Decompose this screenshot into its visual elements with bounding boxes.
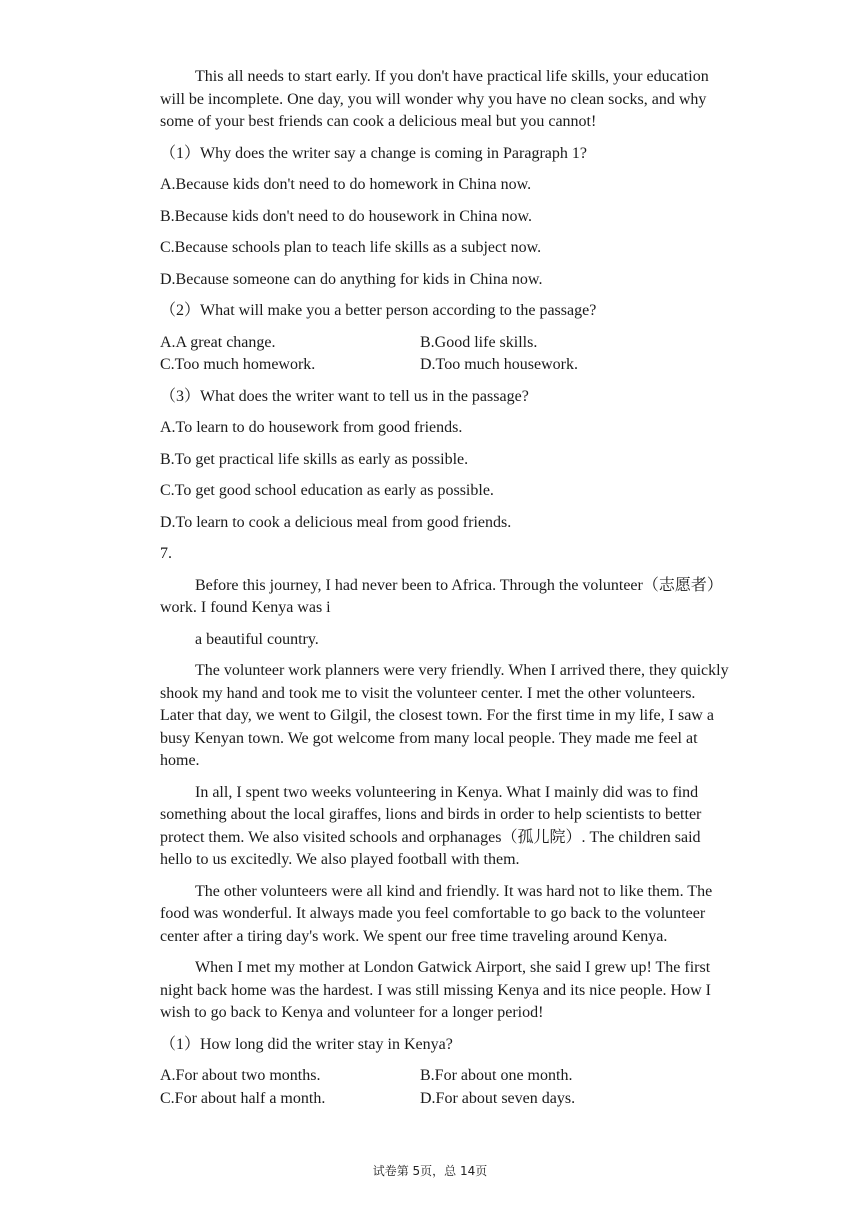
question-4-option-b: B.For about one month. xyxy=(420,1067,573,1084)
passage-paragraph-1: Before this journey, I had never been to Africa. Through the volunteer（志愿者）work. I found Kenya was i xyxy=(160,576,723,616)
paragraph-conclusion: This all needs to start early. If you don't have practical life skills, your education will be incomplete. One day, you will wonder why you have no clean socks, and why some of your best friends can cook a delicious meal but you cannot! xyxy=(160,68,709,130)
question-3-option-d: D.To learn to cook a delicious meal from good friends. xyxy=(160,513,512,531)
question-4-stem: （1）How long did the writer stay in Kenya? xyxy=(160,1035,453,1053)
question-2-option-d: D.Too much housework. xyxy=(420,356,578,373)
question-1-option-c: C.Because schools plan to teach life skills as a subject now. xyxy=(160,239,542,256)
question-1-option-d: D.Because someone can do anything for kids in China now. xyxy=(160,270,543,288)
question-4-option-d: D.For about seven days. xyxy=(420,1089,576,1107)
page-footer: 试卷第 5页，总 14页 xyxy=(372,1164,488,1178)
passage-paragraph-2: The volunteer work planners were very friendly. When I arrived there, they quickly shook my hand and took me to visit the volunteer center. I met the other volunteers. Later that day, we went to Gilgil, the closest town. For the first time in my life, I saw a busy Kenyan town. We got welcome from many local people. They made me feel at home. xyxy=(160,662,729,769)
question-3-option-c: C.To get good school education as early as possible. xyxy=(160,482,494,499)
question-1-stem: （1）Why does the writer say a change is coming in Paragraph 1? xyxy=(160,144,587,162)
question-4-option-a: A.For about two months. xyxy=(160,1067,321,1084)
question-3-stem: （3）What does the writer want to tell us in the passage? xyxy=(160,387,529,405)
document-body xyxy=(160,66,732,1110)
question-1-option-a: A.Because kids don't need to do homework in China now. xyxy=(160,176,532,193)
question-4-options-row-2 xyxy=(160,1088,732,1111)
question-2-options-row-1 xyxy=(160,332,732,355)
passage-paragraph-3: In all, I spent two weeks volunteering in Kenya. What I mainly did was to find something about the local giraffes, lions and birds in order to help scientists to better protect them. We also visited schools and orphanages（孤儿院）. The children said hello to us excitedly. We also played football with them. xyxy=(160,783,702,868)
question-3-option-a: A.To learn to do housework from good friends. xyxy=(160,419,463,436)
passage-paragraph-1-continued: a beautiful country. xyxy=(195,630,319,648)
question-2-option-c: C.Too much homework. xyxy=(160,356,316,373)
passage-paragraph-4: The other volunteers were all kind and friendly. It was hard not to like them. The food was wonderful. It always made you feel comfortable to go back to the volunteer center after a tiring day's work. We spent our free time traveling around Kenya. xyxy=(160,882,713,945)
question-2-option-a: A.A great change. xyxy=(160,333,276,351)
question-4-option-c: C.For about half a month. xyxy=(160,1089,326,1107)
passage-paragraph-5: When I met my mother at London Gatwick Airport, she said I grew up! The first night back home was the hardest. I was still missing Kenya and its nice people. How I wish to go back to Kenya and volunteer for a longer period! xyxy=(160,959,711,1021)
question-3-option-b: B.To get practical life skills as early as possible. xyxy=(160,450,469,468)
question-2-option-b: B.Good life skills. xyxy=(420,333,538,351)
question-4-options-row-1 xyxy=(160,1065,732,1088)
section-number: 7. xyxy=(160,545,172,562)
question-2-stem: （2）What will make you a better person according to the passage? xyxy=(160,302,597,319)
question-1-option-b: B.Because kids don't need to do housework in China now. xyxy=(160,207,533,225)
question-2-options-row-2 xyxy=(160,354,732,377)
